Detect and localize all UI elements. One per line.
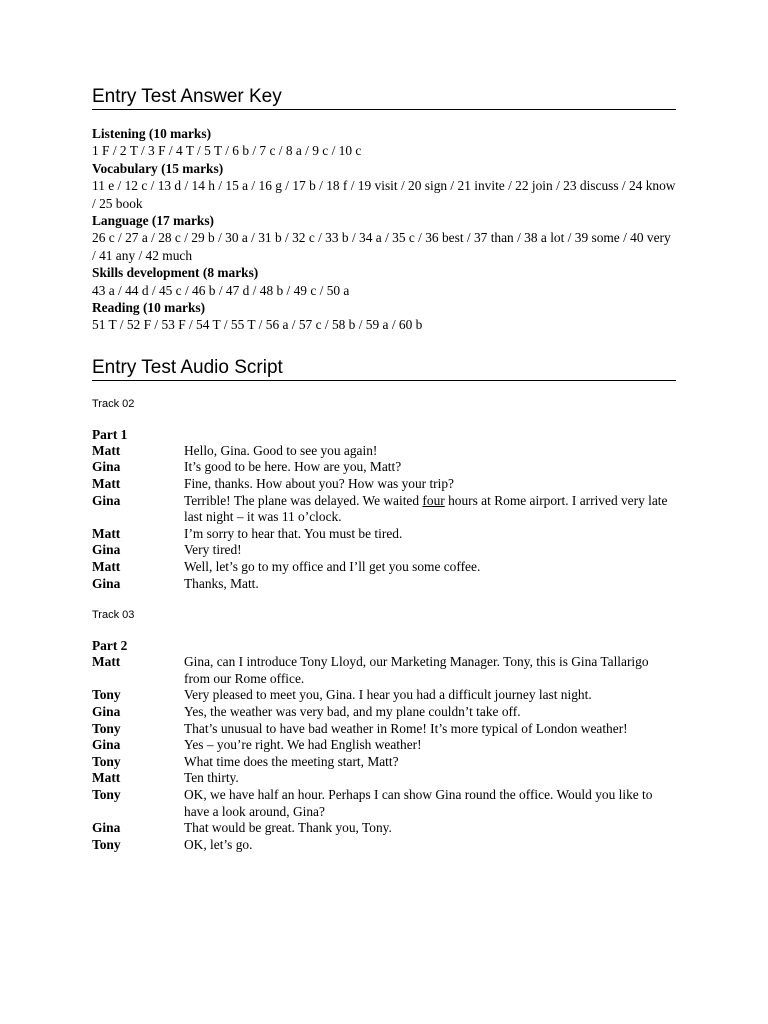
dialogue-text: That would be great. Thank you, Tony.: [184, 820, 392, 836]
dialogue-line: [92, 770, 676, 787]
speaker-name: Matt: [92, 442, 121, 458]
dialogue-line: [92, 820, 676, 837]
document-page: [92, 86, 676, 853]
section-skills-answers: 43 a / 44 d / 45 c / 46 b / 47 d / 48 b / 49 c / 50 a: [92, 282, 350, 298]
speaker-name: Tony: [92, 753, 121, 769]
dialogue-line: [92, 737, 676, 754]
speaker-name: Matt: [92, 525, 121, 541]
dialogue-text: Fine, thanks. How about you? How was your trip?: [184, 476, 455, 492]
dialogue-text: It’s good to be here. How are you, Matt?: [184, 459, 402, 475]
answer-key-body: [92, 125, 676, 334]
dialogue-line: [92, 459, 676, 476]
speaker-name: Matt: [92, 654, 121, 670]
section-vocabulary-answers: 11 e / 12 c / 13 d / 14 h / 15 a / 16 g / 17 b / 18 f / 19 visit / 20 sign / 21 invite / 22 join / 23 discuss / 24 know / 25 book: [92, 178, 676, 211]
dialogue-text: [184, 493, 676, 526]
section-language-title: Language (17 marks): [92, 213, 215, 229]
speaker-name: Tony: [92, 720, 121, 736]
dialogue-line: [92, 542, 676, 559]
section-reading-answers: 51 T / 52 F / 53 F / 54 T / 55 T / 56 a / 57 c / 58 b / 59 a / 60 b: [92, 317, 423, 333]
dialogue-text: Very tired!: [184, 542, 242, 558]
section-reading-title: Reading (10 marks): [92, 300, 206, 316]
section-listening-answers: 1 F / 2 T / 3 F / 4 T / 5 T / 6 b / 7 c / 8 a / 9 c / 10 c: [92, 143, 362, 159]
speaker-name: Tony: [92, 687, 121, 703]
section-language-answers: 26 c / 27 a / 28 c / 29 b / 30 a / 31 b / 32 c / 33 b / 34 a / 35 c / 36 best / 37 than / 38 a lot / 39 some / 40 very / 41 any / 42 much: [92, 230, 671, 263]
dialogue-line: [92, 559, 676, 576]
speaker-name: Matt: [92, 770, 121, 786]
answer-key-heading: Entry Test Answer Key: [92, 86, 676, 110]
dialogue-text: What time does the meeting start, Matt?: [184, 753, 399, 769]
speaker-name: Tony: [92, 836, 121, 852]
dialogue-text: Yes – you’re right. We had English weather!: [184, 737, 422, 753]
speaker-name: Gina: [92, 542, 121, 558]
dialogue-text: Thanks, Matt.: [184, 575, 259, 591]
dialogue-line: [92, 526, 676, 543]
dialogue-text-start: Terrible! The plane was delayed. We waited: [184, 492, 423, 508]
dialogue-line: [92, 787, 676, 820]
dialogue-text: Well, let’s go to my office and I’ll get you some coffee.: [184, 559, 481, 575]
speaker-name: Gina: [92, 459, 121, 475]
dialogue-line: [92, 721, 676, 738]
speaker-name: Matt: [92, 476, 121, 492]
underlined-word: four: [422, 492, 445, 508]
dialogue-text: I’m sorry to hear that. You must be tired.: [184, 525, 403, 541]
dialogue-text: That’s unusual to have bad weather in Rome! It’s more typical of London weather!: [184, 720, 628, 736]
speaker-name: Gina: [92, 492, 121, 508]
dialogue-line: [92, 687, 676, 704]
speaker-name: Tony: [92, 786, 121, 802]
dialogue-line: [92, 576, 676, 593]
dialogue-line: [92, 654, 676, 687]
section-skills-title: Skills development (8 marks): [92, 265, 259, 281]
dialogue-line: [92, 754, 676, 771]
speaker-name: Gina: [92, 575, 121, 591]
dialogue-part-2: [92, 654, 676, 853]
speaker-name: Gina: [92, 820, 121, 836]
track-label: Track 03: [92, 609, 135, 622]
section-listening-title: Listening (10 marks): [92, 126, 212, 141]
dialogue-line: [92, 704, 676, 721]
track-label: Track 02: [92, 397, 135, 410]
dialogue-line: [92, 837, 676, 854]
speaker-name: Gina: [92, 737, 121, 753]
dialogue-text: OK, let’s go.: [184, 836, 253, 852]
dialogue-part-1: [92, 443, 676, 592]
dialogue-line: [92, 493, 676, 526]
speaker-name: Gina: [92, 704, 121, 719]
dialogue-line: [92, 476, 676, 493]
dialogue-text: Ten thirty.: [184, 770, 239, 786]
dialogue-text: Gina, can I introduce Tony Lloyd, our Marketing Manager. Tony, this is Gina Tallarigo from our Rome office.: [184, 654, 649, 686]
dialogue-text: Very pleased to meet you, Gina. I hear you had a difficult journey last night.: [184, 687, 592, 703]
section-vocabulary-title: Vocabulary (15 marks): [92, 160, 224, 176]
dialogue-line: [92, 443, 676, 460]
speaker-name: Matt: [92, 559, 121, 575]
part-heading: Part 1: [92, 426, 128, 442]
dialogue-text: Yes, the weather was very bad, and my plane couldn’t take off.: [184, 704, 521, 719]
audio-script-heading: Entry Test Audio Script: [92, 357, 676, 381]
dialogue-text: OK, we have half an hour. Perhaps I can show Gina round the office. Would you like to have a look around, Gina?: [184, 786, 653, 819]
part-heading: Part 2: [92, 638, 128, 654]
dialogue-text: Hello, Gina. Good to see you again!: [184, 442, 378, 458]
dialogue-text-end: hours at Rome airport. I arrived very late last night – it was 11 o’clock.: [184, 492, 668, 525]
